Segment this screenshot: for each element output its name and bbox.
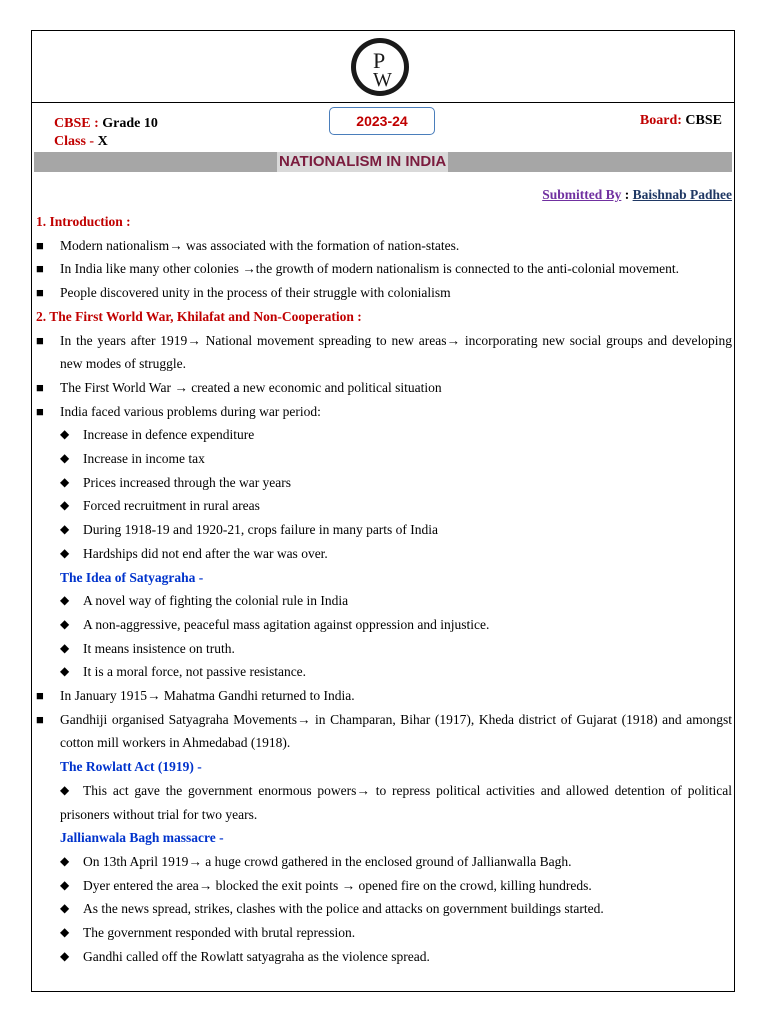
header-divider	[31, 102, 735, 103]
pw-logo-icon	[351, 38, 409, 96]
sub-list-item: ◆ This act gave the government enormous powers→ to repress political activities and allowed detention of political prisoners without trial for two years.	[36, 779, 732, 826]
submitted-by	[542, 187, 732, 203]
subheading-satyagraha: The Idea of Satyagraha -	[60, 569, 204, 585]
class-label: Class -	[54, 134, 95, 149]
section-heading-first-world-war: 2. The First World War, Khilafat and Non-Cooperation :	[36, 308, 362, 324]
sub-list-item: ◆ Dyer entered the area→ blocked the exit points → opened fire on the crowd, killing hundreds.	[36, 874, 732, 898]
submitted-separator: :	[621, 187, 633, 202]
board-info	[640, 113, 722, 129]
sub-list-item: ◆ During 1918-19 and 1920-21, crops failure in many parts of India	[36, 518, 732, 542]
sub-list-item: ◆ As the news spread, strikes, clashes with the police and attacks on government buildings started.	[36, 897, 732, 921]
sub-list-item: ◆ Hardships did not end after the war was over.	[36, 542, 732, 566]
sub-list-item: ◆ On 13th April 1919→ a huge crowd gathered in the enclosed ground of Jallianwalla Bagh.	[36, 850, 732, 874]
sub-list-item: ◆ Increase in income tax	[36, 447, 732, 471]
academic-year-badge: 2023-24	[329, 107, 435, 135]
list-item: ■ Modern nationalism→ was associated with the formation of nation-states.	[36, 234, 732, 258]
pw-logo	[351, 38, 409, 96]
class-value: X	[97, 134, 108, 149]
document-body	[36, 210, 732, 969]
list-item: ■ People discovered unity in the process of their struggle with colonialism	[36, 281, 732, 305]
subheading-rowlatt-act: The Rowlatt Act (1919) -	[60, 759, 202, 775]
board-label: Board:	[639, 113, 682, 128]
submitted-label: Submitted By	[542, 187, 622, 202]
cbse-label: CBSE :	[54, 116, 99, 131]
board-value: CBSE	[685, 113, 722, 128]
sub-list-item: ◆ Prices increased through the war years	[36, 471, 732, 495]
list-item: ■ The First World War → created a new economic and political situation	[36, 376, 732, 400]
svg-text:W: W	[373, 69, 392, 91]
grade-info	[54, 115, 158, 151]
grade-value: Grade 10	[102, 116, 158, 131]
list-item: ■ India faced various problems during war period:	[36, 400, 732, 424]
page-title: NATIONALISM IN INDIA	[279, 153, 447, 170]
section-heading-introduction: 1. Introduction :	[36, 214, 131, 229]
list-item: ■ In the years after 1919→ National movement spreading to new areas→ incorporating new social groups and developing new modes of struggle.	[36, 329, 732, 376]
sub-list-item: ◆ Forced recruitment in rural areas	[36, 494, 732, 518]
sub-list-item: ◆ It means insistence on truth.	[36, 637, 732, 661]
sub-list-item: ◆ Increase in defence expenditure	[36, 423, 732, 447]
sub-list-item: ◆ A non-aggressive, peaceful mass agitation against oppression and injustice.	[36, 613, 732, 637]
list-item: ■ In India like many other colonies →the growth of modern nationalism is connected to the anti-colonial movement.	[36, 257, 732, 281]
sub-list-item: ◆ It is a moral force, not passive resistance.	[36, 660, 732, 684]
sub-list-item: ◆ Gandhi called off the Rowlatt satyagraha as the violence spread.	[36, 945, 732, 969]
subheading-jallianwala-bagh: Jallianwala Bagh massacre -	[60, 830, 224, 846]
svg-text:P: P	[373, 48, 386, 73]
sub-list-item: ◆ A novel way of fighting the colonial rule in India	[36, 589, 732, 613]
sub-list-item: ◆ The government responded with brutal repression.	[36, 921, 732, 945]
author-name: Baishnab Padhee	[632, 187, 732, 202]
list-item: ■ Gandhiji organised Satyagraha Movements→ in Champaran, Bihar (1917), Kheda district of Gujarat (1918) and amongst cotton mill workers in Ahmedabad (1918).	[36, 708, 732, 755]
list-item: ■ In January 1915→ Mahatma Gandhi returned to India.	[36, 684, 732, 708]
